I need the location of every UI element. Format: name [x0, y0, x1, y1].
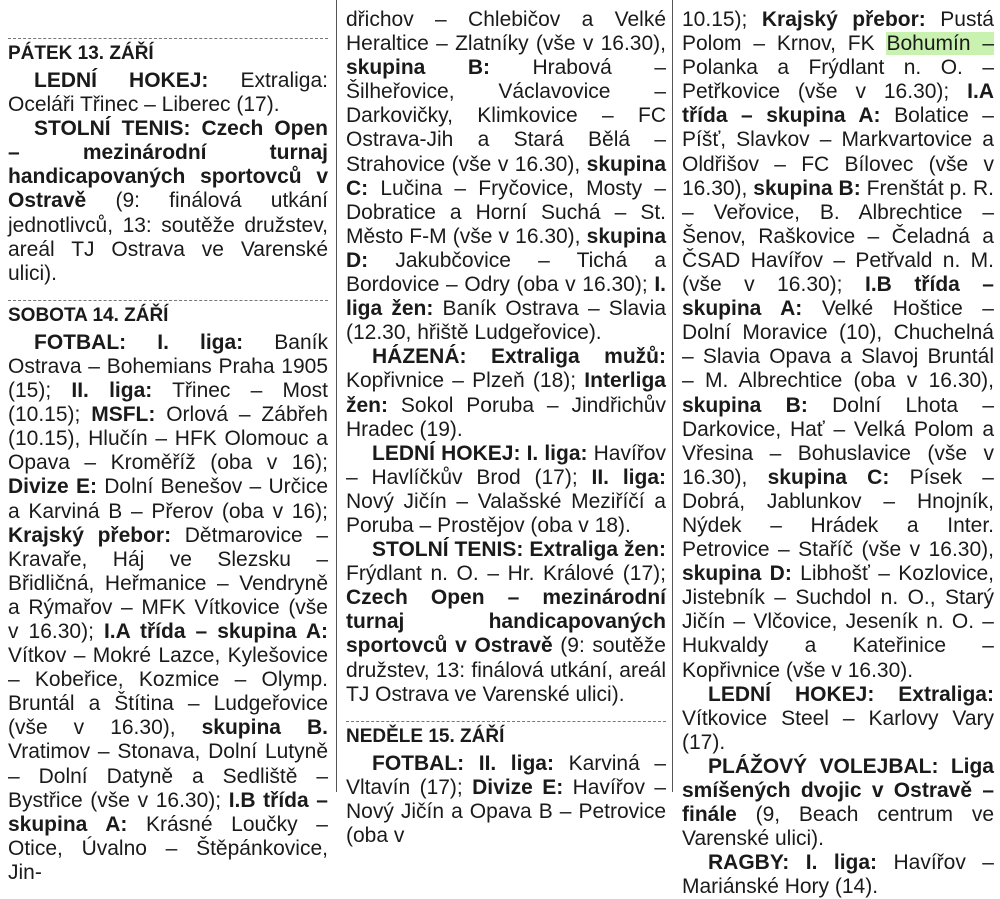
entry-text: Krásné Loučky – Otice, Úvalno – Štěpánkovice, Jin-: [8, 812, 328, 884]
entry-football-continued: [346, 8, 666, 345]
entry-text: Frenštát p. R. – Veřovice, B. Albrechtice – Šenov, Raškovice – Čeladná a ČSAD Havířov – Petřvald n. M. (vše v 16.30);: [682, 176, 994, 297]
league-label: Divize E:: [472, 775, 564, 799]
league-label: skupina B:: [753, 176, 861, 200]
league-label: II. liga:: [71, 379, 153, 403]
entry-text: (9, Beach centrum ve Varenské ulici).: [682, 803, 994, 851]
league-label: Extraliga:: [898, 682, 994, 706]
league-label: Divize E:: [8, 475, 97, 499]
highlighted-text: Bohumín –: [886, 32, 994, 56]
day-heading-sunday: NEDĚLE 15. ZÁŘÍ: [346, 721, 666, 748]
entry-text: Polanka a Frýdlant n. O. – Petřkovice (vše v 16.30);: [682, 56, 994, 104]
entry-table-tennis-friday: [8, 117, 328, 286]
entry-text: Velké Hoštice – Dolní Moravice (10), Chuchelná – Slavia Opava a Slavoj Bruntál – M. Albrechtice (oba v 16.30),: [682, 297, 994, 393]
league-label: skupina B:: [682, 393, 808, 417]
league-label: skupina B.: [201, 716, 328, 740]
sport-label: STOLNÍ TENIS:: [372, 538, 524, 562]
entry-text: Nový Jičín – Valašské Meziříčí a Poruba – Prostějov (oba v 18).: [346, 489, 666, 537]
entry-bold: Czech Open – mezinárodní turnaj handicapovaných sportovců v Ostravě: [346, 586, 666, 658]
entry-text: Kopřivnice – Plzeň (18);: [346, 369, 577, 393]
entry-text: Vratimov – Stonava, Dolní Lutyně – Dolní Datyně a Sedliště – Bystřice (vše v 16.30);: [8, 740, 328, 812]
league-label: I.A třída – skupina A:: [103, 619, 328, 643]
entry-beach-volleyball-sunday: [682, 755, 994, 851]
column-divider: [672, 0, 673, 792]
league-label: I. liga:: [526, 441, 588, 465]
league-label: skupina C:: [346, 152, 666, 200]
entry-text: Vítkov – Mokré Lazce, Kylešovice – Kobeřice, Kozmice – Olymp. Bruntál a Štítina – Ludgeřovice (vše v 16.30),: [8, 644, 328, 740]
league-label: I.B třída – skupina A:: [682, 273, 994, 321]
entry-text: Dolní Lhota – Darkovice, Hať – Velká Polom a Vřesina – Bohuslavice (vše v 16.30),: [682, 393, 994, 489]
league-label: Extraliga mužů:: [490, 345, 666, 369]
league-label: II. liga:: [478, 751, 554, 775]
sport-label: LEDNÍ HOKEJ:: [708, 682, 875, 706]
league-label: I. liga žen:: [346, 273, 666, 321]
league-label: skupina D:: [682, 562, 792, 586]
entry-rugby-sunday: [682, 851, 994, 899]
entry-text: Extraliga: Oceláři Třinec – Liberec (17).: [8, 69, 328, 117]
entry-bold: Czech Open – mezinárodní turnaj handicapovaných sportovců v Ostravě: [8, 117, 328, 213]
sport-label: LEDNÍ HOKEJ:: [34, 69, 209, 92]
league-label: MSFL:: [91, 403, 156, 427]
entry-ice-hockey-friday: [8, 69, 328, 117]
entry-text: Karviná – Vltavín (17);: [346, 751, 667, 799]
sport-label: RAGBY:: [708, 851, 790, 875]
entry-text: Libhošť – Kozlovice, Jistebník – Suchdol n. O., Starý Jičín – Vlčovice, Jeseník n. O. – Hukvaldy a Kateřinice – Kopřivnice (vše v 16.30).: [682, 562, 994, 682]
entry-football-saturday: [8, 331, 328, 885]
entry-football-sunday-continued: [682, 8, 994, 683]
entry-text: Bolatice – Píšť, Slavkov – Markvartovice a Oldřišov – FC Bílovec (vše v 16.30),: [682, 104, 994, 200]
entry-text: Havířov – Mariánské Hory (14).: [682, 851, 994, 899]
league-label: skupina D:: [346, 224, 666, 272]
league-label: Krajský přebor:: [8, 523, 172, 547]
day-heading-saturday: SOBOTA 14. ZÁŘÍ: [8, 300, 328, 327]
entry-text: Vítkovice Steel – Karlovy Vary (17).: [682, 706, 994, 754]
entry-text: Lučina – Fryčovice, Mosty – Dobratice a Horní Suchá – St. Město F-M (vše v 16.30),: [346, 176, 666, 248]
entry-text: Frýdlant n. O. – Hr. Králové (17);: [346, 562, 666, 586]
league-label: I. liga:: [157, 330, 244, 354]
entry-table-tennis-saturday: [346, 538, 666, 707]
entry-text: Hrabová – Šilheřovice, Václavovice – Darkovičky, Klimkovice – FC Ostrava-Jih a Stará Bělá – Strahovice (vše v 16.30),: [346, 56, 666, 176]
entry-text: Orlová – Zábřeh (10.15), Hlučín – HFK Olomouc a Opava – Kroměříž (oba v 16);: [8, 403, 328, 475]
league-label: I. liga:: [805, 851, 878, 875]
entry-text: Dětmarovice – Kravaře, Háj ve Slezsku – Břidličná, Heřmanice – Vendryně a Rýmařov – MFK Vítkovice (vše v 16.30);: [8, 523, 328, 643]
entry-football-sunday: [346, 752, 666, 848]
league-label: Interliga žen:: [346, 369, 666, 417]
entry-text: 10.15);: [682, 8, 748, 31]
entry-text: Havířov – Nový Jičín a Opava B – Petrovice (oba v: [346, 775, 666, 847]
entry-text: dřichov – Chlebičov a Velké Heraltice – Zlatníky (vše v 16.30),: [346, 8, 666, 56]
entry-text: Písek – Dobrá, Jablunkov – Hnojník, Nýdek – Hrádek a Inter. Petrovice – Staříč (vše v 16.30),: [682, 465, 994, 562]
league-label: skupina B:: [346, 56, 490, 80]
entry-text: Třinec – Most (10.15);: [8, 379, 328, 427]
league-label: Extraliga žen:: [529, 538, 666, 562]
league-label: I.A třída – skupina A:: [682, 80, 994, 128]
league-label: I.B třída – skupina A:: [8, 788, 328, 836]
sport-label: PLÁŽOVÝ VOLEJBAL:: [708, 754, 939, 778]
league-label: II. liga:: [591, 465, 667, 489]
entry-text: Havířov – Havlíčkův Brod (17);: [346, 441, 666, 489]
entry-text: (9: finálová utkání jednotlivců, 13: soutěže družstev, areál TJ Ostrava ve Varenské ulici).: [8, 189, 328, 285]
entry-text: Baník Ostrava – Bohemians Praha 1905 (15);: [8, 330, 328, 403]
league-label: Krajský přebor:: [761, 8, 926, 31]
day-heading-friday: PÁTEK 13. ZÁŘÍ: [8, 38, 328, 65]
entry-text: Sokol Poruba – Jindřichův Hradec (19).: [346, 393, 666, 441]
column-3: [682, 8, 994, 899]
sport-label: FOTBAL:: [372, 751, 465, 775]
sport-label: STOLNÍ TENIS:: [34, 117, 191, 141]
sport-label: HÁZENÁ:: [372, 345, 467, 369]
column-1: [8, 38, 328, 884]
sport-label: LEDNÍ HOKEJ:: [372, 441, 521, 465]
league-label: skupina C:: [767, 465, 890, 489]
column-2: [346, 8, 667, 847]
entry-handball-saturday: [346, 345, 666, 441]
entry-ice-hockey-saturday: [346, 442, 666, 538]
entry-text: Dolní Benešov – Určice a Karviná B – Přerov (oba v 16);: [8, 475, 328, 523]
column-divider: [336, 0, 337, 792]
entry-ice-hockey-sunday: [682, 683, 994, 755]
entry-text: Jakubčovice – Tichá a Bordovice – Odry (oba v 16.30);: [346, 248, 666, 297]
entry-text: Pustá Polom – Krnov, FK: [682, 8, 994, 56]
entry-text: Baník Ostrava – Slavia (12.30, hřiště Ludgeřovice).: [346, 297, 667, 345]
entry-text: (9: soutěže družstev, 13: finálová utkání, areál TJ Ostrava ve Varenské ulici).: [346, 634, 666, 706]
sport-label: FOTBAL:: [34, 330, 127, 354]
league-label: Liga smíšených dvojic v Ostravě – finále: [682, 754, 994, 827]
